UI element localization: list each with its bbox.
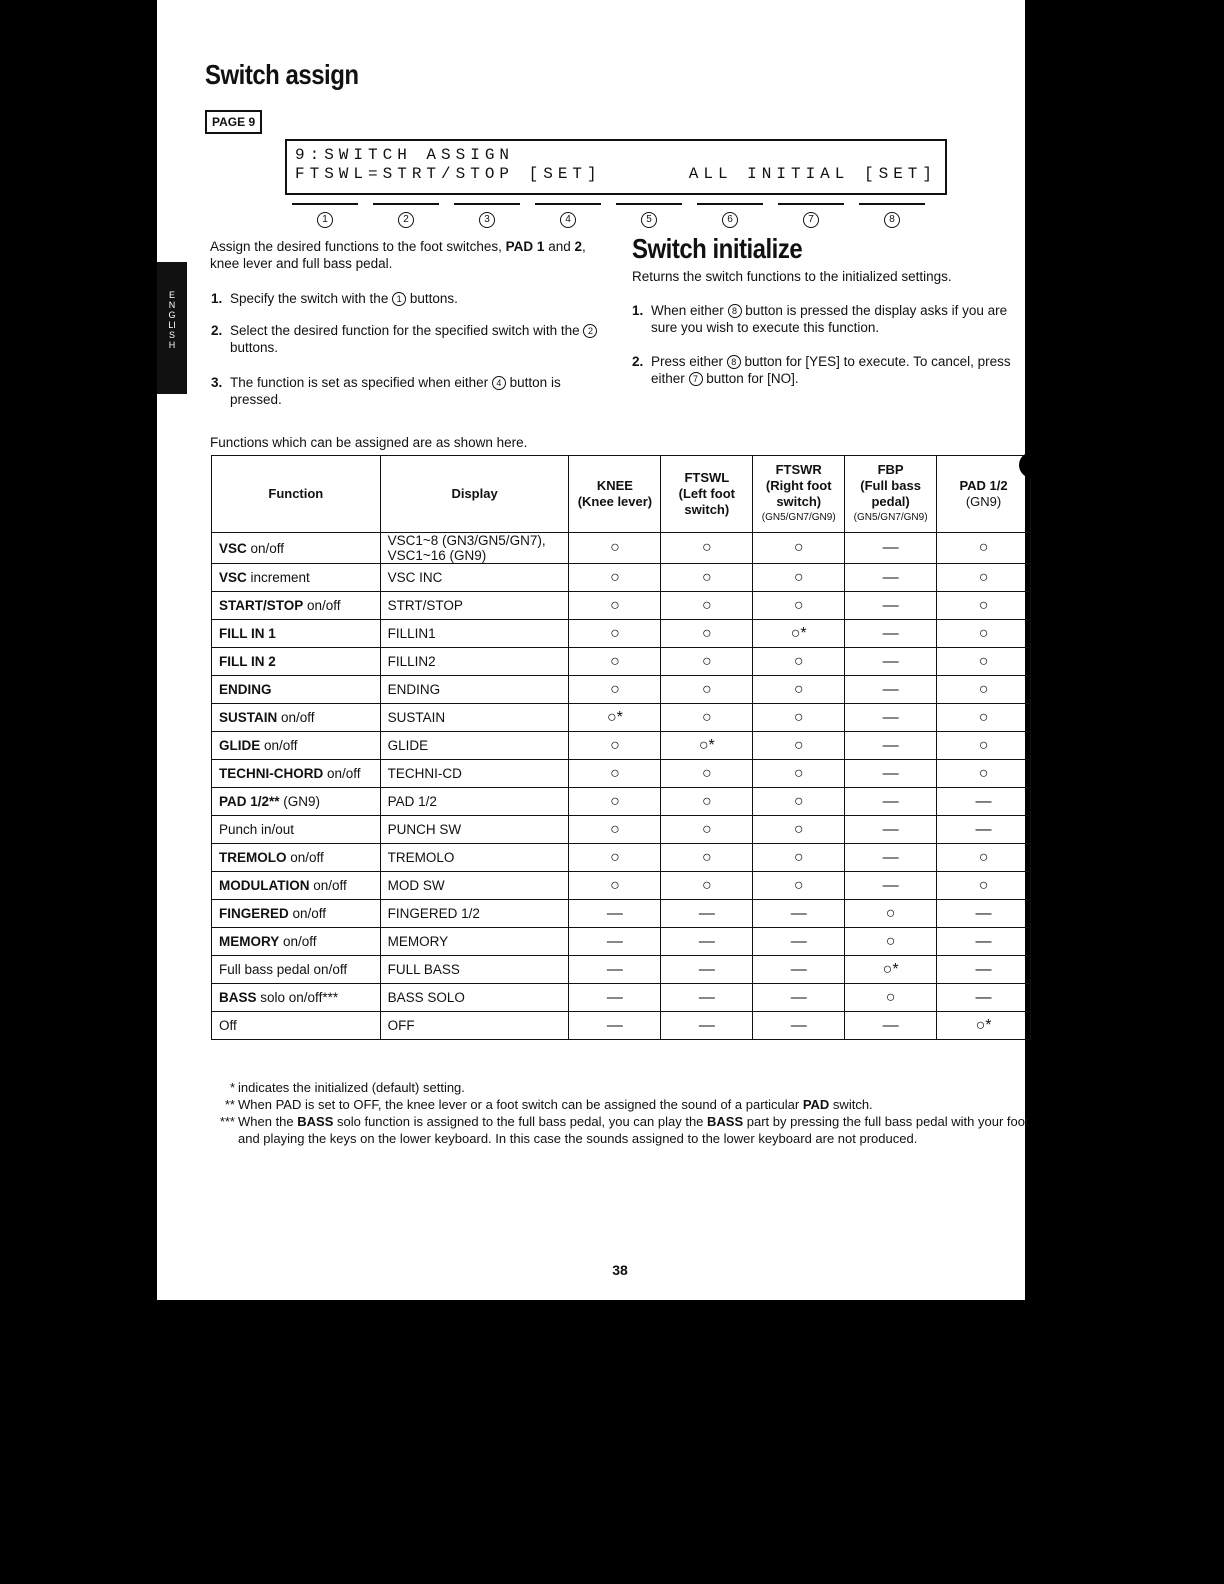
button-4[interactable]: 4 xyxy=(529,203,607,228)
cell-knee: ○ xyxy=(569,564,661,592)
button-7-ref: 7 xyxy=(689,372,703,386)
cell-fbp: ○ xyxy=(845,984,937,1012)
table-row xyxy=(212,872,1031,900)
table-row xyxy=(212,816,1031,844)
language-tab xyxy=(157,262,187,394)
cell-knee: ○ xyxy=(569,872,661,900)
table-row xyxy=(212,732,1031,760)
table-row xyxy=(212,648,1031,676)
cell-fbp: — xyxy=(845,816,937,844)
cell-display: FULL BASS xyxy=(380,956,569,984)
cell-fbp: — xyxy=(845,704,937,732)
cell-fbp: — xyxy=(845,648,937,676)
cell-ftswl: ○ xyxy=(661,564,753,592)
initialize-step-1: 1. When either 8 button is pressed the display asks if you are sure you wish to execute this function. xyxy=(632,303,1008,335)
display-buttons xyxy=(286,203,934,228)
cell-fbp: — xyxy=(845,844,937,872)
cell-ftswl: ○ xyxy=(661,533,753,564)
table-row xyxy=(212,620,1031,648)
col-display: Display xyxy=(380,456,569,533)
table-row xyxy=(212,760,1031,788)
initialize-intro: Returns the switch functions to the initialized settings. xyxy=(632,269,952,284)
cell-pad: ○ xyxy=(937,676,1031,704)
cell-knee: ○ xyxy=(569,676,661,704)
cell-ftswl: — xyxy=(661,984,753,1012)
cell-ftswl: ○ xyxy=(661,760,753,788)
cell-display: STRT/STOP xyxy=(380,592,569,620)
cell-knee: ○ xyxy=(569,732,661,760)
table-row xyxy=(212,956,1031,984)
cell-fbp: — xyxy=(845,1012,937,1040)
table-row xyxy=(212,1012,1031,1040)
cell-pad: — xyxy=(937,956,1031,984)
cell-ftswr: — xyxy=(753,984,845,1012)
button-2[interactable]: 2 xyxy=(367,203,445,228)
cell-pad: ○ xyxy=(937,760,1031,788)
button-4-ref: 4 xyxy=(492,376,506,390)
cell-function: BASS solo on/off*** xyxy=(212,984,381,1012)
cell-knee: — xyxy=(569,956,661,984)
cell-function: VSC on/off xyxy=(212,533,381,564)
assign-step-3: 3. The function is set as specified when either 4 button is pressed. xyxy=(211,375,561,407)
binding-hole-top xyxy=(1019,452,1045,478)
cell-ftswr: ○ xyxy=(753,732,845,760)
cell-fbp: — xyxy=(845,788,937,816)
cell-pad: — xyxy=(937,788,1031,816)
cell-fbp: — xyxy=(845,676,937,704)
cell-fbp: ○ xyxy=(845,928,937,956)
page-number: 38 xyxy=(612,1262,628,1278)
table-row xyxy=(212,704,1031,732)
page-label: PAGE 9 xyxy=(205,110,262,134)
cell-function: MEMORY on/off xyxy=(212,928,381,956)
cell-ftswr: ○ xyxy=(753,872,845,900)
cell-pad: ○ xyxy=(937,620,1031,648)
cell-pad: ○ xyxy=(937,564,1031,592)
cell-ftswr: ○ xyxy=(753,648,845,676)
initialize-step-2: 2. Press either 8 button for [YES] to execute. To cancel, press either 7 button for [NO]. xyxy=(632,354,1011,386)
cell-knee: ○ xyxy=(569,533,661,564)
cell-pad: — xyxy=(937,900,1031,928)
cell-knee: ○ xyxy=(569,592,661,620)
cell-function: Punch in/out xyxy=(212,816,381,844)
table-row xyxy=(212,928,1031,956)
footnote-2: ** When PAD is set to OFF, the knee lever or a foot switch can be assigned the sound of a particular PAD switch. xyxy=(224,1097,873,1112)
cell-display: GLIDE xyxy=(380,732,569,760)
cell-knee: ○ xyxy=(569,760,661,788)
cell-pad: — xyxy=(937,928,1031,956)
cell-fbp: — xyxy=(845,872,937,900)
cell-fbp: — xyxy=(845,620,937,648)
cell-ftswl: ○ xyxy=(661,844,753,872)
cell-ftswr: ○ xyxy=(753,788,845,816)
footnote-1: * indicates the initialized (default) setting. xyxy=(229,1080,465,1095)
cell-function: TECHNI-CHORD on/off xyxy=(212,760,381,788)
button-2-ref: 2 xyxy=(583,324,597,338)
cell-pad: ○ xyxy=(937,704,1031,732)
cell-ftswl: — xyxy=(661,900,753,928)
cell-display: BASS SOLO xyxy=(380,984,569,1012)
col-fbp: FBP (Full bass pedal) (GN5/GN7/GN9) xyxy=(845,456,937,533)
col-ftswr: FTSWR (Right foot switch) (GN5/GN7/GN9) xyxy=(753,456,845,533)
table-row xyxy=(212,592,1031,620)
cell-ftswl: ○ xyxy=(661,872,753,900)
cell-knee: ○ xyxy=(569,844,661,872)
cell-function: MODULATION on/off xyxy=(212,872,381,900)
cell-function: SUSTAIN on/off xyxy=(212,704,381,732)
button-5[interactable]: 5 xyxy=(610,203,688,228)
cell-pad: ○ xyxy=(937,592,1031,620)
display-line2-left: FTSWL=STRT/STOP [SET] xyxy=(295,165,602,183)
table-intro: Functions which can be assigned are as shown here. xyxy=(210,435,528,450)
cell-knee: ○ xyxy=(569,648,661,676)
cell-knee: ○ xyxy=(569,788,661,816)
cell-function: FILL IN 1 xyxy=(212,620,381,648)
cell-display: FINGERED 1/2 xyxy=(380,900,569,928)
cell-knee: — xyxy=(569,900,661,928)
cell-function: Full bass pedal on/off xyxy=(212,956,381,984)
cell-function: VSC increment xyxy=(212,564,381,592)
cell-ftswl: ○ xyxy=(661,816,753,844)
cell-function: PAD 1/2** (GN9) xyxy=(212,788,381,816)
cell-function: START/STOP on/off xyxy=(212,592,381,620)
cell-pad: ○ xyxy=(937,648,1031,676)
cell-ftswr: ○ xyxy=(753,760,845,788)
table-row xyxy=(212,788,1031,816)
table-row xyxy=(212,984,1031,1012)
cell-function: TREMOLO on/off xyxy=(212,844,381,872)
cell-pad: ○ xyxy=(937,872,1031,900)
cell-ftswr: ○ xyxy=(753,533,845,564)
cell-pad: — xyxy=(937,816,1031,844)
cell-display: OFF xyxy=(380,1012,569,1040)
cell-pad: ○ xyxy=(937,732,1031,760)
cell-ftswl: — xyxy=(661,928,753,956)
cell-display: PAD 1/2 xyxy=(380,788,569,816)
table-row xyxy=(212,564,1031,592)
cell-ftswl: — xyxy=(661,1012,753,1040)
cell-fbp: ○* xyxy=(845,956,937,984)
cell-display: SUSTAIN xyxy=(380,704,569,732)
cell-ftswr: ○ xyxy=(753,704,845,732)
cell-display: MOD SW xyxy=(380,872,569,900)
cell-fbp: — xyxy=(845,732,937,760)
cell-ftswl: ○ xyxy=(661,676,753,704)
cell-display: ENDING xyxy=(380,676,569,704)
cell-ftswl: ○ xyxy=(661,620,753,648)
cell-knee: — xyxy=(569,1012,661,1040)
cell-knee: — xyxy=(569,928,661,956)
display-line2-right: ALL INITIAL [SET] xyxy=(688,165,937,183)
cell-ftswr: ○ xyxy=(753,816,845,844)
cell-function: FILL IN 2 xyxy=(212,648,381,676)
cell-ftswr: — xyxy=(753,956,845,984)
initialize-heading: Switch initialize xyxy=(632,234,803,266)
cell-fbp: — xyxy=(845,564,937,592)
lcd-display xyxy=(285,139,947,195)
button-8-ref-2: 8 xyxy=(727,355,741,369)
footnote-3: *** When the BASS solo function is assigned to the full bass pedal, you can play the BASS part by pressing the full bass pedal with your foot and playing the keys on the lower keyboard. In this case the sounds assigned to the lower keyboard are not produced. xyxy=(219,1114,1029,1146)
col-pad: PAD 1/2 (GN9) xyxy=(937,456,1031,533)
cell-function: FINGERED on/off xyxy=(212,900,381,928)
cell-pad: ○ xyxy=(937,533,1031,564)
cell-fbp: — xyxy=(845,592,937,620)
cell-pad: ○ xyxy=(937,844,1031,872)
cell-display: VSC INC xyxy=(380,564,569,592)
button-8-ref: 8 xyxy=(728,304,742,318)
cell-display: FILLIN1 xyxy=(380,620,569,648)
cell-ftswr: ○ xyxy=(753,592,845,620)
cell-function: GLIDE on/off xyxy=(212,732,381,760)
cell-knee: ○ xyxy=(569,620,661,648)
table-row xyxy=(212,676,1031,704)
assign-step-1: 1. Specify the switch with the 1 buttons. xyxy=(211,291,458,306)
cell-ftswl: ○ xyxy=(661,704,753,732)
cell-ftswl: ○* xyxy=(661,732,753,760)
assign-intro: Assign the desired functions to the foot switches, PAD 1 and 2, knee lever and full bass pedal. xyxy=(210,239,586,271)
cell-ftswr: — xyxy=(753,1012,845,1040)
cell-ftswr: — xyxy=(753,900,845,928)
button-7[interactable]: 7 xyxy=(772,203,850,228)
table-row xyxy=(212,900,1031,928)
cell-display: MEMORY xyxy=(380,928,569,956)
cell-display: TECHNI-CD xyxy=(380,760,569,788)
cell-display: PUNCH SW xyxy=(380,816,569,844)
button-8[interactable]: 8 xyxy=(853,203,931,228)
footnotes xyxy=(211,1079,1033,1147)
table-row xyxy=(212,533,1031,564)
cell-function: Off xyxy=(212,1012,381,1040)
page-title: Switch assign xyxy=(205,60,359,92)
cell-ftswl: ○ xyxy=(661,788,753,816)
table-header-row xyxy=(212,456,1031,533)
button-6[interactable]: 6 xyxy=(691,203,769,228)
cell-fbp: — xyxy=(845,533,937,564)
cell-ftswr: ○ xyxy=(753,564,845,592)
cell-ftswl: — xyxy=(661,956,753,984)
cell-knee: ○* xyxy=(569,704,661,732)
table-row xyxy=(212,844,1031,872)
cell-display: FILLIN2 xyxy=(380,648,569,676)
cell-ftswr: ○ xyxy=(753,676,845,704)
function-table xyxy=(211,455,1031,1040)
cell-pad: — xyxy=(937,984,1031,1012)
button-1-ref: 1 xyxy=(392,292,406,306)
cell-ftswr: ○ xyxy=(753,844,845,872)
cell-display: TREMOLO xyxy=(380,844,569,872)
display-line1: 9:SWITCH ASSIGN xyxy=(295,146,515,164)
cell-fbp: ○ xyxy=(845,900,937,928)
cell-function: ENDING xyxy=(212,676,381,704)
language-tab-label: ENGLISH xyxy=(168,290,176,350)
col-ftswl: FTSWL (Left foot switch) xyxy=(661,456,753,533)
cell-ftswl: ○ xyxy=(661,592,753,620)
cell-ftswl: ○ xyxy=(661,648,753,676)
col-function: Function xyxy=(212,456,381,533)
cell-pad: ○* xyxy=(937,1012,1031,1040)
assign-step-2: 2. Select the desired function for the specified switch with the 2 buttons. xyxy=(211,322,606,356)
binding-hole-bottom xyxy=(1032,802,1058,828)
col-knee: KNEE (Knee lever) xyxy=(569,456,661,533)
cell-ftswr: — xyxy=(753,928,845,956)
cell-fbp: — xyxy=(845,760,937,788)
button-1[interactable]: 1 xyxy=(286,203,364,228)
cell-display: VSC1~8 (GN3/GN5/GN7), VSC1~16 (GN9) xyxy=(380,533,569,564)
cell-knee: ○ xyxy=(569,816,661,844)
cell-knee: — xyxy=(569,984,661,1012)
button-3[interactable]: 3 xyxy=(448,203,526,228)
cell-ftswr: ○* xyxy=(753,620,845,648)
